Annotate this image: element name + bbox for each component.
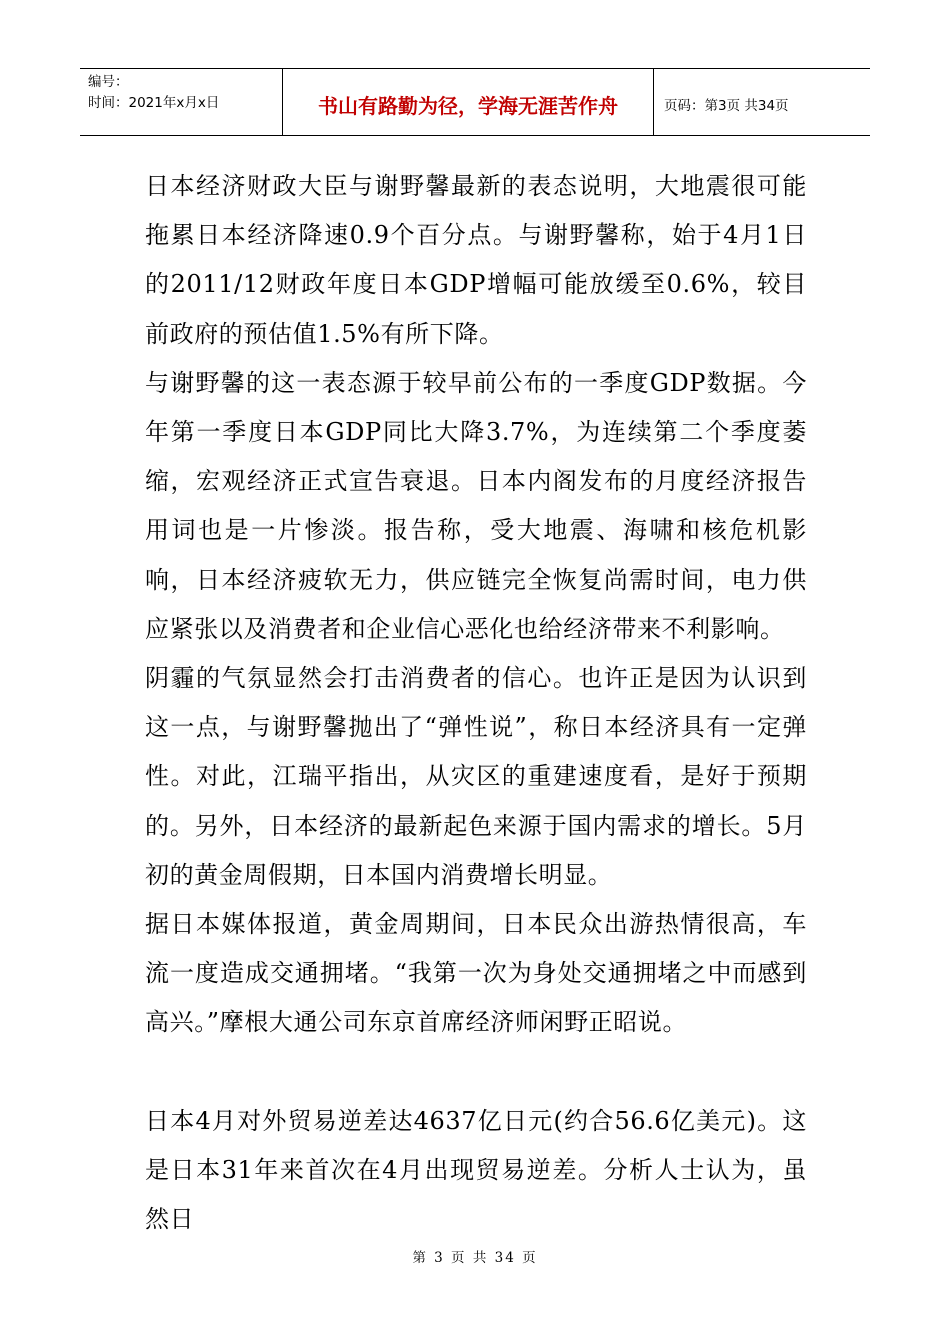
header-motto: 书山有路勤为径，学海无涯苦作舟 xyxy=(283,69,654,135)
paragraph: 日本4月对外贸易逆差达4637亿日元(约合56.6亿美元)。这是日本31年来首次在4月出现贸易逆差。分析人士认为，虽然日 xyxy=(145,1106,807,1234)
paragraph: 阴霾的气氛显然会打击消费者的信心。也许正是因为认识到这一点，与谢野馨抛出了“弹性说”，称日本经济具有一定弹性。对此，江瑞平指出，从灾区的重建速度看，是好于预期的。另外，日本经济的最新起色来源于国内需求的增长。5月初的黄金周假期，日本国内消费增长明显。 xyxy=(145,664,807,889)
document-body xyxy=(145,162,807,1244)
header-page-info: 页码：第3页 共34页 xyxy=(664,98,789,114)
paragraph: 日本经济财政大臣与谢野馨最新的表态说明，大地震很可能拖累日本经济降速0.9个百分点。与谢野馨称，始于4月1日的2011/12财政年度日本GDP增幅可能放缓至0.6%，较目前政府的预估值1.5%有所下降。 xyxy=(145,172,807,348)
document-header xyxy=(80,68,870,136)
document-number-label: 编号： xyxy=(88,74,129,90)
page-footer: 第 3 页 共 34 页 xyxy=(412,1250,538,1266)
header-meta xyxy=(80,69,283,135)
paragraph: 与谢野馨的这一表态源于较早前公布的一季度GDP数据。今年第一季度日本GDP同比大降3.7%，为连续第二个季度萎缩，宏观经济正式宣告衰退。日本内阁发布的月度经济报告用词也是一片惨淡。报告称，受大地震、海啸和核危机影响，日本经济疲软无力，供应链完全恢复尚需时间，电力供应紧张以及消费者和企业信心恶化也给经济带来不利影响。 xyxy=(145,368,807,643)
paragraph: 据日本媒体报道，黄金周期间，日本民众出游热情很高，车流一度造成交通拥堵。“我第一次为身处交通拥堵之中而感到高兴。”摩根大通公司东京首席经济师闲野正昭说。 xyxy=(145,910,807,1037)
document-time-label: 时间：2021年x月x日 xyxy=(88,95,220,111)
